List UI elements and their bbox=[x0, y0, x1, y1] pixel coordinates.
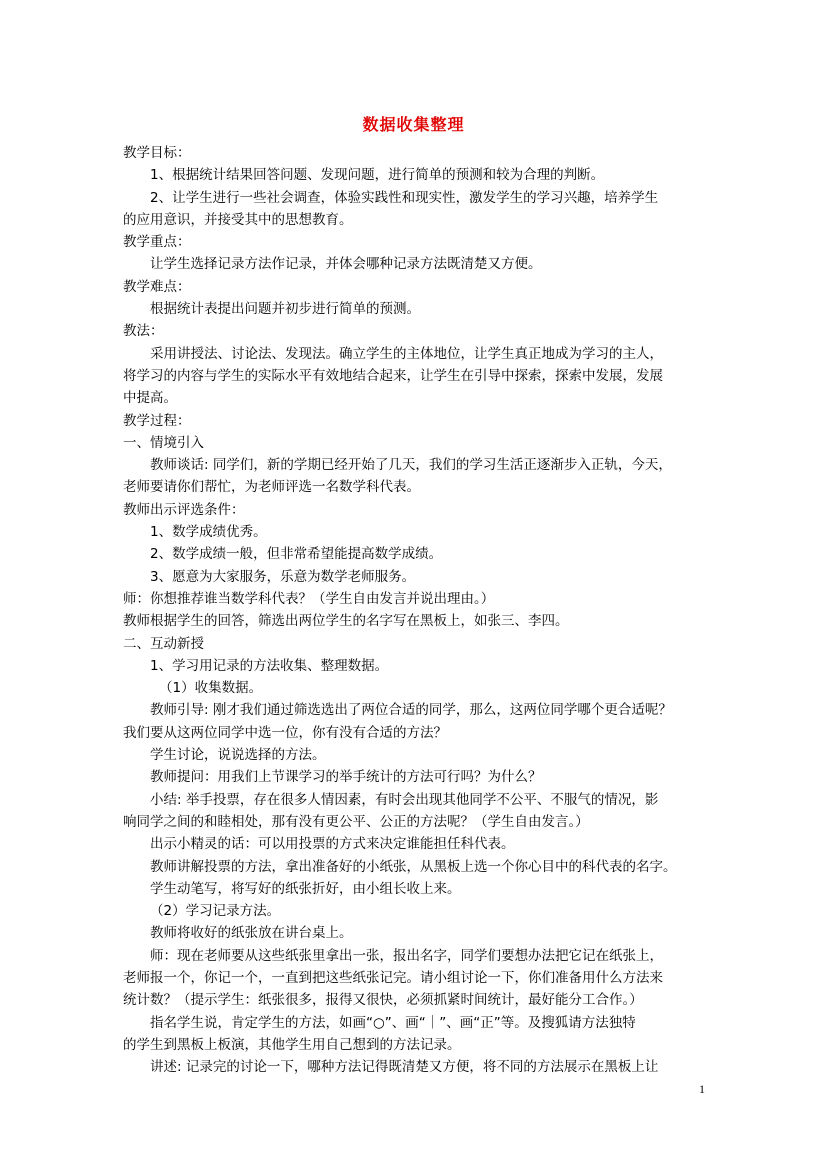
text-line: 采用讲授法、讨论法、发现法。确立学生的主体地位，让学生真正地成为学习的主人， bbox=[150, 345, 663, 362]
text-line: 老师报一个，你记一个，一直到把这些纸张记完。请小组讨论一下，你们准备用什么方法来 bbox=[123, 969, 663, 986]
text-line: 教学目标： bbox=[123, 145, 191, 161]
text-line: 讲述: 记录完的讨论一下，哪种方法记得既清楚又方便，将不同的方法展示在黑板上让 bbox=[150, 1059, 659, 1076]
text-line: 教师出示评选条件： bbox=[123, 501, 245, 518]
text-line: 的应用意识，并接受其中的思想教育。 bbox=[123, 211, 353, 228]
text-line: 师：你想推荐谁当数学科代表？（学生自由发言并说出理由。） bbox=[123, 590, 495, 607]
text-line: 教学难点： bbox=[123, 278, 191, 295]
text-line: 1、数学成绩优秀。 bbox=[150, 524, 267, 541]
text-line: 教师讲解投票的方法，拿出准备好的小纸张，从黑板上选一个你心目中的科代表的名字。 bbox=[150, 858, 677, 875]
text-line: （2）学习记录方法。 bbox=[150, 903, 281, 920]
text-line: 老师要请你们帮忙，为老师评选一名数学科代表。 bbox=[123, 479, 420, 496]
text-line: 教师谈话: 同学们，新的学期已经开始了几天，我们的学习生活正逐渐步入正轨，今天， bbox=[150, 457, 672, 474]
text-line: 让学生选择记录方法作记录，并体会哪种记录方法既清楚又方便。 bbox=[150, 256, 542, 273]
text-line: 教师根据学生的回答，筛选出两位学生的名字写在黑板上，如张三、李四。 bbox=[123, 613, 569, 630]
text-line: 我们要从这两位同学中选一位，你有没有合适的方法？ bbox=[123, 724, 447, 741]
text-line: 二、互动新授 bbox=[123, 635, 204, 652]
text-line: 1、学习用记录的方法收集、整理数据。 bbox=[150, 657, 389, 674]
text-line: 统计数？（提示学生：纸张很多，报得又很快，必须抓紧时间统计，最好能分工合作。） bbox=[123, 992, 643, 1009]
text-line: 将学习的内容与学生的实际水平有效地结合起来，让学生在引导中探索，探索中发展，发展 bbox=[123, 367, 663, 384]
text-line: 出示小精灵的话：可以用投票的方式来决定谁能担任科代表。 bbox=[150, 836, 515, 853]
text-line: （1）收集数据。 bbox=[159, 680, 263, 697]
text-line: 教法： bbox=[123, 323, 164, 340]
document-body bbox=[123, 142, 708, 1078]
text-line: 学生动笔写，将写好的纸张折好，由小组长收上来。 bbox=[150, 880, 461, 897]
text-line: 指名学生说，肯定学生的方法，如画“○”、画“｜”、画“正”等。及搜狐请方法独特 bbox=[150, 1014, 636, 1031]
document-title: 数据收集整理 bbox=[362, 115, 465, 134]
text-line: 师：现在老师要从这些纸张里拿出一张，报出名字，同学们要想办法把它记在纸张上， bbox=[150, 947, 663, 964]
text-line: 响同学之间的和睦相处，那有没有更公平、公正的方法呢？（学生自由发言。） bbox=[123, 813, 589, 830]
text-line: 学生讨论，说说选择的方法。 bbox=[150, 747, 326, 764]
text-line: 小结: 举手投票，存在很多人情因素，有时会出现其他同学不公平、不服气的情况，影 bbox=[150, 791, 659, 808]
text-line: 1、根据统计结果回答问题、发现问题，进行简单的预测和较为合理的判断。 bbox=[150, 167, 605, 184]
text-line: 中提高。 bbox=[123, 390, 177, 407]
text-line: 的学生到黑板上板演，其他学生用自己想到的方法记录。 bbox=[123, 1036, 461, 1053]
text-line: 3、愿意为大家服务，乐意为数学老师服务。 bbox=[150, 568, 416, 585]
text-line: 教师提问：用我们上节课学习的举手统计的方法可行吗？为什么？ bbox=[150, 769, 542, 786]
text-line: 根据统计表提出问题并初步进行简单的预测。 bbox=[150, 301, 420, 318]
text-line: 教师引导: 刚才我们通过筛选选出了两位合适的同学，那么，这两位同学哪个更合适呢？ bbox=[150, 702, 672, 719]
text-line: 教学重点： bbox=[123, 234, 191, 251]
page-number: 1 bbox=[699, 1082, 705, 1096]
text-line: 一、情境引入 bbox=[123, 434, 204, 451]
text-line: 2、数学成绩一般，但非常希望能提高数学成绩。 bbox=[150, 546, 443, 563]
text-line: 教学过程： bbox=[123, 412, 191, 429]
text-line: 2、让学生进行一些社会调查，体验实践性和现实性，激发学生的学习兴趣，培养学生 bbox=[150, 189, 659, 206]
text-line: 教师将收好的纸张放在讲台桌上。 bbox=[150, 925, 353, 942]
